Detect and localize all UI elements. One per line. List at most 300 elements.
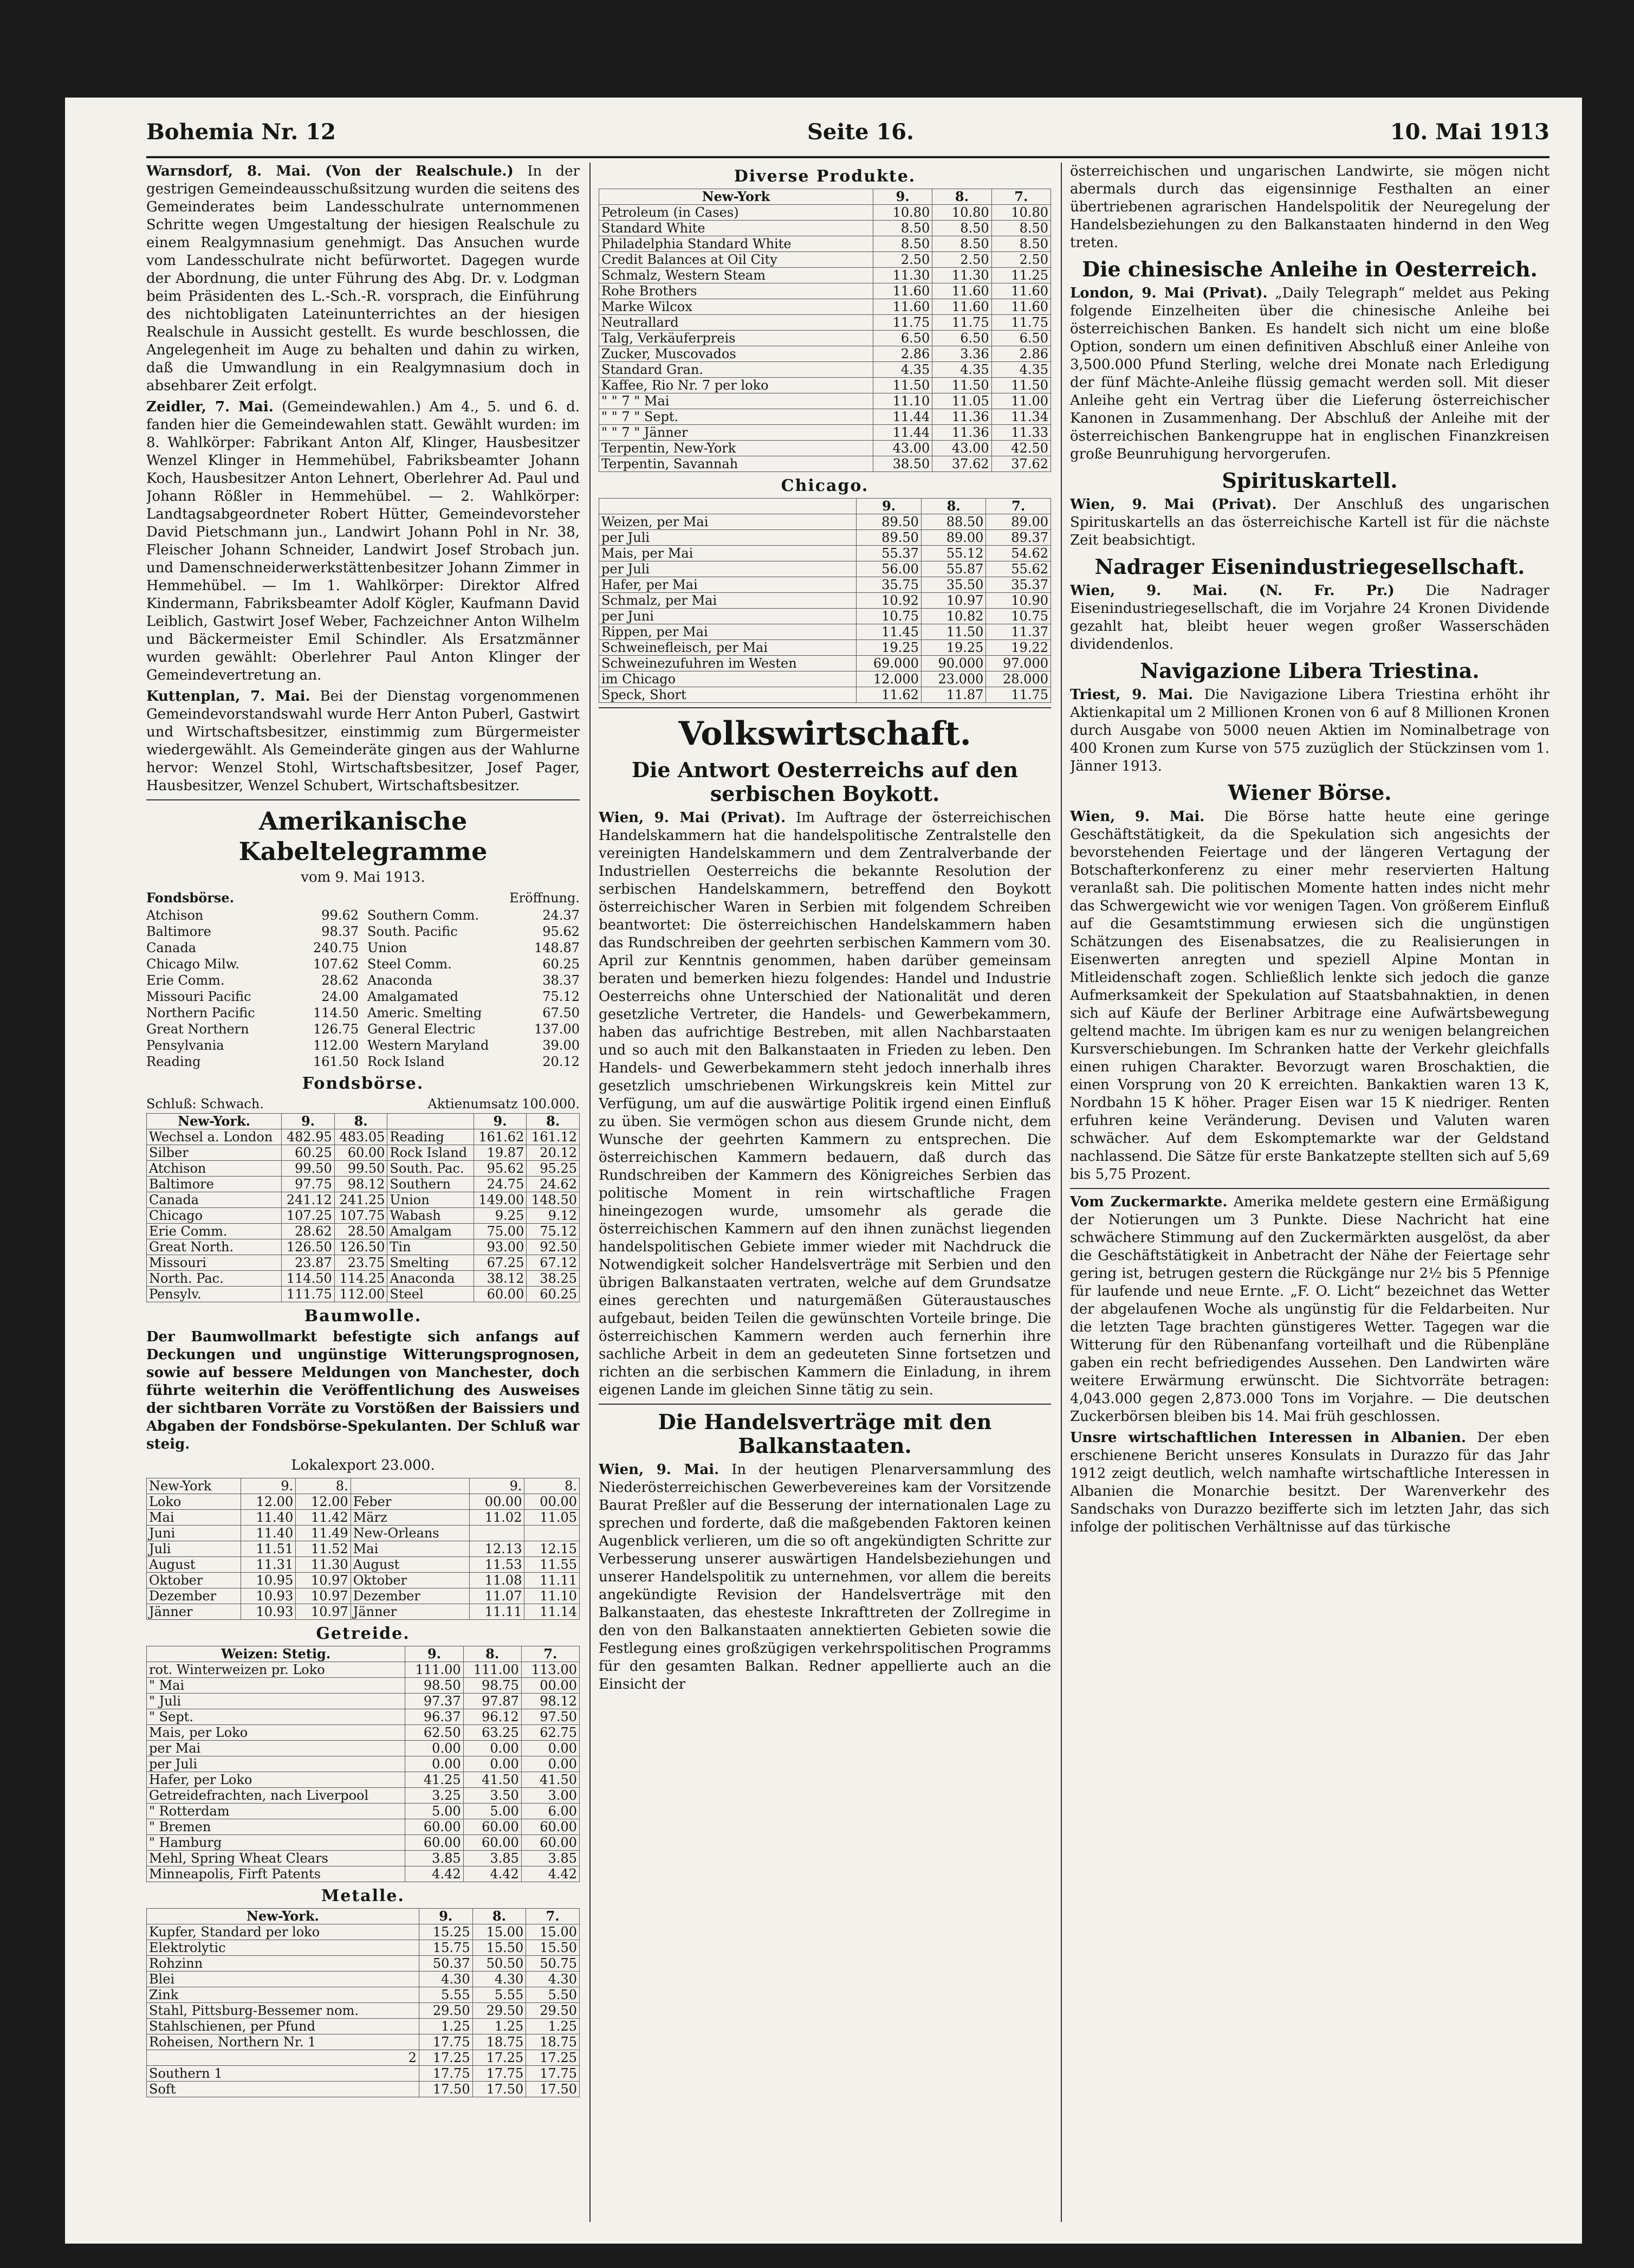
article-lead: Wien, 9. Mai. (N. Fr. Pr.) bbox=[1070, 583, 1395, 599]
table-cell: 11.60 bbox=[873, 299, 932, 315]
quote-row bbox=[146, 923, 359, 940]
quote-row bbox=[367, 1054, 580, 1070]
table-cell: per Mai bbox=[147, 1741, 405, 1756]
article-lead: Triest, 9. Mai. bbox=[1070, 687, 1194, 703]
table-cell: North. Pac. bbox=[147, 1271, 282, 1287]
column-right bbox=[1070, 163, 1549, 2222]
table-cell: 113.00 bbox=[521, 1662, 579, 1678]
volkswirtschaft-title: Volkswirtschaft. bbox=[678, 715, 971, 753]
table-cell: 29.50 bbox=[526, 2003, 580, 2019]
table-cell: Mehl, Spring Wheat Clears bbox=[147, 1851, 405, 1866]
table-cell: 12.00 bbox=[241, 1494, 295, 1510]
table-cell: Oktober bbox=[147, 1573, 241, 1588]
table-header-row bbox=[599, 189, 1051, 205]
table-row bbox=[599, 441, 1051, 456]
table-cell: 89.50 bbox=[857, 530, 922, 546]
table-header-cell: New-York. bbox=[147, 1114, 282, 1129]
table-row bbox=[599, 268, 1051, 283]
quote-row bbox=[146, 1005, 359, 1021]
table-cell: Dezember bbox=[147, 1588, 241, 1604]
table-cell: 18.75 bbox=[472, 2034, 526, 2050]
table-cell: 60.00 bbox=[521, 1835, 579, 1851]
table-row bbox=[599, 205, 1051, 221]
table-cell: 19.25 bbox=[857, 640, 922, 656]
table-cell: 11.75 bbox=[873, 315, 932, 331]
table-header-cell: 8. bbox=[932, 189, 991, 205]
table-cell: Zucker, Muscovados bbox=[599, 346, 873, 362]
table-cell: 97.87 bbox=[463, 1694, 521, 1709]
table-cell: 11.44 bbox=[873, 425, 932, 441]
quote-name: South. Pacific bbox=[367, 924, 458, 939]
table-cell: 50.37 bbox=[419, 1956, 472, 1972]
article-text: Die Nadrager Eisenindustriegesellschaft, die im Vorjahre 24 Kronen Dividende gezahlt hat, bleibt heuer wegen großer Wasserschäden dividendenlos. bbox=[1070, 583, 1549, 652]
table-cell: 20.12 bbox=[527, 1145, 580, 1161]
table-cell: 38.50 bbox=[873, 456, 932, 472]
table-cell: 9.12 bbox=[527, 1208, 580, 1224]
table-header-cell: 9. bbox=[857, 499, 922, 514]
table-cell: 17.75 bbox=[526, 2066, 580, 2082]
article-lead: Wien, 9. Mai (Privat). bbox=[599, 810, 786, 826]
table-row bbox=[599, 362, 1051, 378]
close-table bbox=[146, 1113, 580, 1302]
table-cell: Oktober bbox=[351, 1573, 469, 1588]
table-row bbox=[147, 1725, 580, 1741]
table-cell: 6.50 bbox=[991, 331, 1051, 346]
table-cell: Hafer, per Loko bbox=[147, 1772, 405, 1788]
quote-row bbox=[367, 1005, 580, 1021]
table-cell: Philadelphia Standard White bbox=[599, 236, 873, 252]
table-cell: Rohe Brothers bbox=[599, 283, 873, 299]
table-row bbox=[147, 1271, 580, 1287]
table-cell: Talg, Verkäuferpreis bbox=[599, 331, 873, 346]
table-cell: 5.55 bbox=[472, 1987, 526, 2003]
table-cell: Anaconda bbox=[387, 1271, 474, 1287]
table-row bbox=[147, 1924, 580, 1940]
table-cell: Rohzinn bbox=[147, 1956, 419, 1972]
table-row bbox=[147, 1804, 580, 1819]
kabel-date: vom 9. Mai 1913. bbox=[301, 869, 425, 886]
table-row bbox=[599, 577, 1051, 593]
table-cell: 97.50 bbox=[521, 1709, 579, 1725]
table-cell: 10.80 bbox=[991, 205, 1051, 221]
table-cell: 8.50 bbox=[932, 236, 991, 252]
table-cell: Juni bbox=[147, 1526, 241, 1541]
table-cell: 37.62 bbox=[932, 456, 991, 472]
table-cell: 11.08 bbox=[470, 1573, 524, 1588]
table-cell: 11.62 bbox=[857, 687, 922, 703]
quote-name: Great Northern bbox=[146, 1022, 249, 1037]
quote-value: 67.50 bbox=[542, 1005, 580, 1020]
table-cell: 96.12 bbox=[463, 1709, 521, 1725]
table-cell: Mai bbox=[351, 1541, 469, 1557]
quote-value: 107.62 bbox=[313, 957, 359, 972]
table-cell: 12.15 bbox=[524, 1541, 580, 1557]
table-cell: 4.35 bbox=[932, 362, 991, 378]
table-cell: 17.25 bbox=[472, 2050, 526, 2066]
article-body bbox=[1070, 1193, 1549, 1426]
table-cell: 0.00 bbox=[521, 1741, 579, 1756]
table-cell: 161.12 bbox=[527, 1129, 580, 1145]
table-cell bbox=[524, 1526, 580, 1541]
table-cell: 2.50 bbox=[991, 252, 1051, 268]
table-header-cell: 8. bbox=[472, 1909, 526, 1924]
table-row bbox=[599, 514, 1051, 530]
table-cell: Schweinefleisch, per Mai bbox=[599, 640, 857, 656]
close-summary bbox=[146, 1096, 580, 1112]
article-body bbox=[1070, 686, 1549, 776]
table-row bbox=[147, 1541, 580, 1557]
table-cell: 111.75 bbox=[282, 1287, 335, 1302]
table-cell: 28.50 bbox=[334, 1224, 387, 1239]
table-row bbox=[599, 530, 1051, 546]
quote-name: Erie Comm. bbox=[146, 973, 225, 988]
table-cell: 11.50 bbox=[932, 378, 991, 393]
table-header-cell: 9. bbox=[474, 1114, 527, 1129]
table-row bbox=[147, 1940, 580, 1956]
table-cell: 11.51 bbox=[241, 1541, 295, 1557]
table-cell: 60.00 bbox=[334, 1145, 387, 1161]
table-header-cell: 9. bbox=[873, 189, 932, 205]
table-cell: " Bremen bbox=[147, 1819, 405, 1835]
table-row bbox=[147, 1208, 580, 1224]
table-cell: 10.97 bbox=[296, 1573, 351, 1588]
table-cell: New-Orleans bbox=[351, 1526, 469, 1541]
quote-name: Chicago Milw. bbox=[146, 957, 239, 972]
article-lead: Wien, 9. Mai. bbox=[1070, 809, 1205, 825]
quote-name: Americ. Smelting bbox=[367, 1005, 482, 1020]
table-cell: 11.60 bbox=[991, 283, 1051, 299]
table-cell: Mai bbox=[147, 1510, 241, 1526]
metal-table bbox=[146, 1908, 580, 2097]
table-cell: 35.75 bbox=[857, 577, 922, 593]
table-row bbox=[599, 315, 1051, 331]
article-lead: London, 9. Mai (Privat). bbox=[1070, 285, 1268, 301]
close-left: Schluß: Schwach. bbox=[146, 1096, 264, 1112]
close-title: Fondsbörse. bbox=[302, 1074, 424, 1093]
quote-value: 112.00 bbox=[313, 1038, 359, 1053]
divider bbox=[1070, 1188, 1549, 1189]
quote-name: Canada bbox=[146, 940, 197, 955]
table-cell: 11.10 bbox=[873, 393, 932, 409]
local-lead: Zeidler, 7. Mai. bbox=[146, 399, 274, 415]
table-cell: 11.11 bbox=[524, 1573, 580, 1588]
table-cell: 10.90 bbox=[986, 593, 1051, 609]
table-cell: per Juli bbox=[599, 530, 857, 546]
article-text: Im Auftrage der österreichischen Handelskammern hat die handelspolitische Zentralstelle den vereinigten Handelskammern und dem Zentralverbande der Industriellen Oesterreichs die bekannte Resolution der serbischen Handelskammern, betreffend den Boykott österreichischer Waren in Serbien mit folgendem Schreiben beantwortet: Die österreichischen Handelskammern haben das Rundschreiben der geehrten serbischen Kammern vom 30. April zur Kenntnis genommen, haben darüber gemeinsam beraten und bemerken hiezu folgendes: Handel und Industrie Oesterreichs ohne Unterschied der Nationalität und deren gesetzliche Vertreter, die Handels- und Gewerbekammern, haben das aufrichtige Bestreben, mit allen Nachbarstaaten und so auch mit den Balkanstaaten in Frieden zu leben. Den Handels- und Gewerbekammern steht jedoch innerhalb ihres gesetzlich umschriebenen Wirkungskreis kein Mittel zur Verfügung, um auf die auswärtige Politik irgend einen Einfluß zu üben. Sie vermögen schon aus diesem Grunde nicht, dem Wunsche der geehrten Kammern zu entsprechen. Die österreichischen Kammern bedauern, daß durch das Rundschreiben der Kammern des Königreiches Serbien das politische Moment in rein wirtschaftliche Fragen hineingezogen wurde, umsomehr als gerade die österreichischen Kammern auf den ihnen zunächst liegenden handelspolitischen Gebiete immer wieder mit Nachdruck die Notwendigkeit solcher Handelsverträge mit Serbien und den übrigen Balkanstaaten vertraten, welche auf dem Grundsatze eines gerechten und naturgemäßen Güteraustausches aufgebaut, beiden Teilen die gewünschten Vorteile bringe. Die österreichischen Kammern werden auch fernerhin ihre sachliche Arbeit in dem an gedeuteten Sinne fortsetzen und richten an die serbischen Kammern die Einladung, in ihrem eigenen Lande im gleichen Sinne tätig zu sein. bbox=[599, 810, 1051, 1398]
local-article bbox=[146, 398, 580, 684]
table-cell: 9. bbox=[241, 1478, 295, 1494]
table-cell: 11.30 bbox=[296, 1557, 351, 1573]
table-row bbox=[147, 1526, 580, 1541]
table-cell: Feber bbox=[351, 1494, 469, 1510]
table-cell: 11.00 bbox=[991, 393, 1051, 409]
table-row bbox=[599, 656, 1051, 671]
table-cell: 2 bbox=[147, 2050, 419, 2066]
table-cell: Weizen, per Mai bbox=[599, 514, 857, 530]
table-cell: 11.75 bbox=[986, 687, 1051, 703]
table-cell: 50.50 bbox=[472, 1956, 526, 1972]
table-cell: 11.50 bbox=[873, 378, 932, 393]
baumwolle-lokal: Lokalexport 23.000. bbox=[291, 1457, 435, 1474]
table-cell: 3.25 bbox=[405, 1788, 463, 1804]
table-cell: 483.05 bbox=[334, 1129, 387, 1145]
table-cell: 0.00 bbox=[521, 1756, 579, 1772]
table-cell: Neutrallard bbox=[599, 315, 873, 331]
table-cell: 11.10 bbox=[524, 1588, 580, 1604]
table-row bbox=[147, 1604, 580, 1620]
local-news bbox=[146, 163, 580, 795]
table-cell: 11.05 bbox=[524, 1510, 580, 1526]
table-cell: August bbox=[147, 1557, 241, 1573]
table-cell: Roheisen, Northern Nr. 1 bbox=[147, 2034, 419, 2050]
table-row bbox=[599, 393, 1051, 409]
continued-text: österreichischen und ungarischen Landwirte, sie mögen nicht abermals durch das eigensinnige Festhalten an einer übertriebenen agrarischen Handelspolitik der Neuregelung der Handelsbeziehungen zu den Balkanstaaten hindernd in den Weg treten. bbox=[1070, 163, 1549, 251]
table-header-row bbox=[599, 499, 1051, 514]
table-cell: 11.36 bbox=[932, 425, 991, 441]
quote-row bbox=[146, 940, 359, 956]
quote-value: 161.50 bbox=[313, 1054, 359, 1069]
table-cell: " " 7 " Jänner bbox=[599, 425, 873, 441]
table-row bbox=[599, 456, 1051, 472]
table-cell: 11.40 bbox=[241, 1526, 295, 1541]
table-cell: 3.00 bbox=[521, 1788, 579, 1804]
table-header-row bbox=[147, 1114, 580, 1129]
table-cell: 89.37 bbox=[986, 530, 1051, 546]
table-cell: 38.12 bbox=[474, 1271, 527, 1287]
cotton-table bbox=[146, 1478, 580, 1620]
table-cell: 11.75 bbox=[932, 315, 991, 331]
table-cell: 41.50 bbox=[463, 1772, 521, 1788]
table-header-cell: 7. bbox=[991, 189, 1051, 205]
table-cell: 114.25 bbox=[334, 1271, 387, 1287]
table-cell: 00.00 bbox=[521, 1678, 579, 1694]
table-cell: 89.50 bbox=[857, 514, 922, 530]
article-title: Navigazione Libera Triestina. bbox=[1140, 658, 1480, 683]
table-header-cell: New-York. bbox=[147, 1909, 419, 1924]
table-cell: Schmalz, Western Steam bbox=[599, 268, 873, 283]
quote-row bbox=[146, 972, 359, 988]
header-date: 10. Mai 1913 bbox=[1390, 119, 1549, 145]
table-cell: 0.00 bbox=[463, 1756, 521, 1772]
table-cell: 2.50 bbox=[873, 252, 932, 268]
table-cell: Jänner bbox=[147, 1604, 241, 1620]
table-row bbox=[599, 221, 1051, 236]
table-cell: South. Pac. bbox=[387, 1161, 474, 1177]
table-cell: 9.25 bbox=[474, 1208, 527, 1224]
table-cell: 95.62 bbox=[474, 1161, 527, 1177]
table-cell: 98.12 bbox=[334, 1177, 387, 1192]
table-cell: 55.87 bbox=[921, 561, 986, 577]
table-cell: 8.50 bbox=[991, 236, 1051, 252]
table-row bbox=[599, 640, 1051, 656]
opening-left bbox=[146, 907, 359, 1070]
table-cell: Standard White bbox=[599, 221, 873, 236]
table-cell: 11.07 bbox=[470, 1588, 524, 1604]
chicago-table bbox=[599, 498, 1051, 703]
table-cell: 29.50 bbox=[472, 2003, 526, 2019]
table-header-cell: 7. bbox=[521, 1646, 579, 1662]
table-header-row bbox=[147, 1646, 580, 1662]
table-row bbox=[147, 1255, 580, 1271]
table-cell: März bbox=[351, 1510, 469, 1526]
table-row bbox=[147, 1678, 580, 1694]
table-row bbox=[147, 1956, 580, 1972]
table-row bbox=[147, 1788, 580, 1804]
table-row bbox=[599, 593, 1051, 609]
quote-name: Southern Comm. bbox=[367, 908, 479, 923]
table-cell: Tin bbox=[387, 1239, 474, 1255]
table-cell: Canada bbox=[147, 1192, 282, 1208]
table-cell: 75.12 bbox=[527, 1224, 580, 1239]
table-header-cell: 8. bbox=[527, 1114, 580, 1129]
table-cell: 24.75 bbox=[474, 1177, 527, 1192]
opening-right bbox=[367, 907, 580, 1070]
table-cell: Terpentin, Savannah bbox=[599, 456, 873, 472]
table-cell: 11.53 bbox=[470, 1557, 524, 1573]
table-cell: 11.40 bbox=[241, 1510, 295, 1526]
table-row bbox=[147, 1129, 580, 1145]
table-cell bbox=[351, 1478, 469, 1494]
table-row bbox=[147, 1835, 580, 1851]
table-cell: 11.87 bbox=[921, 687, 986, 703]
table-cell: Mais, per Mai bbox=[599, 546, 857, 561]
table-cell: 98.75 bbox=[463, 1678, 521, 1694]
table-cell: 6.50 bbox=[873, 331, 932, 346]
table-cell: Southern bbox=[387, 1177, 474, 1192]
table-cell: 15.00 bbox=[472, 1924, 526, 1940]
quote-row bbox=[367, 1021, 580, 1037]
table-cell: 241.25 bbox=[334, 1192, 387, 1208]
quote-row bbox=[146, 988, 359, 1005]
table-row bbox=[147, 1756, 580, 1772]
opening-header bbox=[146, 890, 580, 906]
table-cell: 11.42 bbox=[296, 1510, 351, 1526]
table-cell: 11.34 bbox=[991, 409, 1051, 425]
table-cell: New-York bbox=[147, 1478, 241, 1494]
table-cell: 23.000 bbox=[921, 671, 986, 687]
article-body bbox=[599, 1461, 1051, 1694]
local-article bbox=[146, 163, 580, 395]
column-middle bbox=[599, 163, 1051, 2222]
table-cell: Marke Wilcox bbox=[599, 299, 873, 315]
article-title: Die Handelsverträge mit den Balkanstaaten. bbox=[658, 1410, 992, 1458]
table-cell: 24.62 bbox=[527, 1177, 580, 1192]
table-cell: 69.000 bbox=[857, 656, 922, 671]
table-row bbox=[147, 1709, 580, 1725]
table-header-cell: 9. bbox=[282, 1114, 335, 1129]
table-cell: Credit Balances at Oil City bbox=[599, 252, 873, 268]
article-text: In der heutigen Plenarversammlung des Niederösterreichischen Gewerbevereines kam der Vorsitzende Baurat Preßler auf die Besserung der internationalen Lage zu sprechen und forderte, daß die maßgebenden Faktoren keinen Augenblick verlieren, um die so oft angekündigten Schritte zur Verbesserung unserer auswärtigen Handelsbeziehungen und unserer Handelspolitik zu unternehmen, vor allem die bereits angekündigte Revision der Handelsverträge mit den Balkanstaaten, das ehesteste Inkrafttreten der Zollregime in den von den Balkanstaaten annektierten Gebieten sowie die Festlegung eines großzügigen verkehrspolitischen Programms für den gesamten Balkan. Redner appellierte auch an die Einsicht der bbox=[599, 1462, 1051, 1692]
table-row bbox=[147, 1662, 580, 1678]
table-row bbox=[599, 687, 1051, 703]
quote-name: Union bbox=[367, 940, 407, 955]
table-cell: per Juli bbox=[599, 561, 857, 577]
table-cell: Getreidefrachten, nach Liverpool bbox=[147, 1788, 405, 1804]
table-cell: 43.00 bbox=[873, 441, 932, 456]
table-cell: 92.50 bbox=[527, 1239, 580, 1255]
table-header-cell: 8. bbox=[463, 1646, 521, 1662]
divider bbox=[146, 799, 580, 800]
table-header-cell bbox=[599, 499, 857, 514]
table-cell: 6.50 bbox=[932, 331, 991, 346]
table-cell: 62.50 bbox=[405, 1725, 463, 1741]
table-header-cell bbox=[387, 1114, 474, 1129]
table-cell: per Juni bbox=[599, 609, 857, 624]
quote-row bbox=[146, 907, 359, 923]
table-cell: 97.37 bbox=[405, 1694, 463, 1709]
table-cell: 161.62 bbox=[474, 1129, 527, 1145]
table-cell: 5.00 bbox=[405, 1804, 463, 1819]
table-cell: im Chicago bbox=[599, 671, 857, 687]
table-cell: 00.00 bbox=[524, 1494, 580, 1510]
quote-row bbox=[367, 923, 580, 940]
table-header-cell: 8. bbox=[921, 499, 986, 514]
quote-name: Rock Island bbox=[367, 1054, 445, 1069]
header-issue: Bohemia Nr. 12 bbox=[146, 119, 336, 145]
table-cell: per Juli bbox=[147, 1756, 405, 1772]
opening-label: Eröffnung. bbox=[509, 890, 580, 906]
quote-value: 95.62 bbox=[542, 924, 580, 939]
table-cell: 98.50 bbox=[405, 1678, 463, 1694]
table-cell: Speck, Short bbox=[599, 687, 857, 703]
table-cell: 11.60 bbox=[873, 283, 932, 299]
table-cell: 3.36 bbox=[932, 346, 991, 362]
table-cell: 8. bbox=[524, 1478, 580, 1494]
table-cell: 11.25 bbox=[991, 268, 1051, 283]
table-cell: 8.50 bbox=[873, 221, 932, 236]
table-cell: 17.50 bbox=[472, 2082, 526, 2097]
table-cell: 4.35 bbox=[991, 362, 1051, 378]
table-row bbox=[147, 1694, 580, 1709]
diverse-table bbox=[599, 189, 1051, 472]
table-cell: 99.50 bbox=[282, 1161, 335, 1177]
table-cell: 10.97 bbox=[296, 1604, 351, 1620]
table-cell: 5.50 bbox=[526, 1987, 580, 2003]
close-right: Aktienumsatz 100.000. bbox=[427, 1096, 580, 1112]
table-cell: 5.55 bbox=[419, 1987, 472, 2003]
table-cell: Petroleum (in Cases) bbox=[599, 205, 873, 221]
article-body bbox=[599, 809, 1051, 1399]
article-text: Der Anschluß des ungarischen Spirituskartells an das österreichische Kartell ist für die nächste Zeit beabsichtigt. bbox=[1070, 496, 1549, 548]
article-lead: Wien, 9. Mai (Privat). bbox=[1070, 496, 1277, 513]
table-cell: 107.25 bbox=[282, 1208, 335, 1224]
table-cell: 89.00 bbox=[986, 514, 1051, 530]
table-cell: 4.30 bbox=[419, 1972, 472, 1987]
table-cell: 99.50 bbox=[334, 1161, 387, 1177]
table-cell: 4.42 bbox=[521, 1866, 579, 1882]
table-cell: Kaffee, Rio Nr. 7 per loko bbox=[599, 378, 873, 393]
table-cell: rot. Winterweizen pr. Loko bbox=[147, 1662, 405, 1678]
quote-value: 137.00 bbox=[534, 1022, 580, 1037]
table-cell: 9. bbox=[470, 1478, 524, 1494]
table-cell: " Rotterdam bbox=[147, 1804, 405, 1819]
quote-value: 28.62 bbox=[321, 973, 359, 988]
quote-row bbox=[367, 1037, 580, 1054]
table-row bbox=[147, 2003, 580, 2019]
column-divider bbox=[589, 163, 591, 2222]
table-cell: 17.75 bbox=[419, 2034, 472, 2050]
table-cell: 12.13 bbox=[470, 1541, 524, 1557]
table-cell: 126.50 bbox=[282, 1239, 335, 1255]
table-row bbox=[147, 1866, 580, 1882]
quote-row bbox=[146, 1021, 359, 1037]
table-cell: 54.62 bbox=[986, 546, 1051, 561]
table-cell: " Sept. bbox=[147, 1709, 405, 1725]
table-cell: 23.75 bbox=[334, 1255, 387, 1271]
table-cell: 107.75 bbox=[334, 1208, 387, 1224]
table-cell: Standard Gran. bbox=[599, 362, 873, 378]
quote-row bbox=[146, 1037, 359, 1054]
